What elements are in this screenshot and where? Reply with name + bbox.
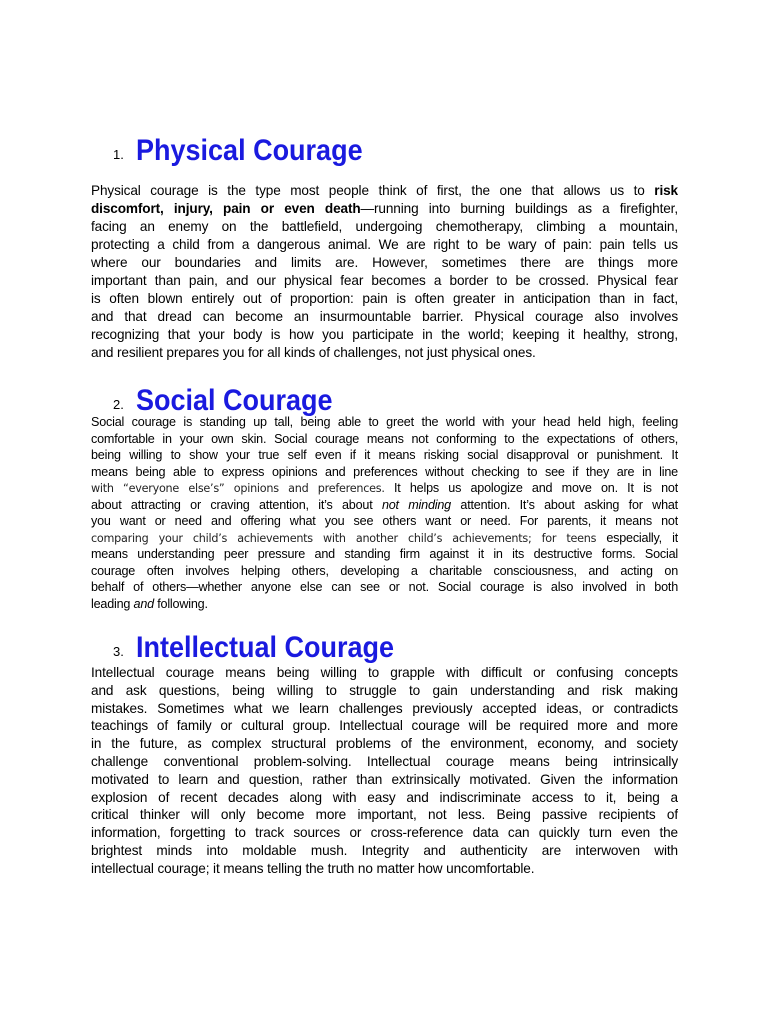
section-title: Intellectual Courage (136, 631, 395, 664)
text-line: discomfort, injury, pain or even death—running into burning buildings as a firefighter, (91, 201, 678, 216)
text-line: courage often involves helping others, developing a charitable consciousness, and acting on (91, 563, 678, 578)
text-line: you want or need and offering what you see others want or need. For parents, it means not (91, 514, 678, 528)
text-line: being willing to show your true self even if it means risking social disapproval or punishment. It (91, 448, 678, 462)
physical-courage-paragraph (91, 182, 678, 362)
text-line: means being able to express opinions and preferences without checking to see if they are in line (91, 464, 678, 479)
section-title: Social Courage (136, 384, 333, 417)
text-line: motivated to learn and question, rather than extrinsically motivated. Given the information (91, 771, 678, 787)
text-line: is often blown entirely out of proportion: pain is often greater in anticipation than in fact, (91, 291, 678, 306)
text-line: brightest minds into moldable mush. Integrity and authenticity are interwoven with (91, 842, 678, 858)
text-line: explosion of recent decades along with easy and indiscriminate access to it, being a (91, 789, 678, 805)
text-line: about attracting or craving attention, it’s about not minding attention. It’s about asking for what (91, 497, 678, 512)
text-line: comparing your child’s achievements with another child’s achievements; for teens especially, it (91, 530, 678, 545)
text-line: Intellectual courage means being willing to grapple with difficult or confusing concepts (91, 665, 678, 680)
text-line: teachings of family or cultural group. Intellectual courage will be required more and more (91, 718, 678, 734)
text-line: and that dread can become an insurmountable barrier. Physical courage also involves (91, 309, 678, 324)
text-line: where our boundaries and limits are. However, sometimes there are things more (91, 255, 678, 270)
intellectual-courage-paragraph (91, 664, 678, 878)
text-line: mistakes. Sometimes what we learn challenges previously accepted ideas, or contradicts (91, 700, 678, 716)
text-line: critical thinker will only become more important, not less. Being passive recipients of (91, 807, 678, 823)
section-title: Physical Courage (136, 134, 363, 167)
text-line: and resilient prepares you for all kinds of challenges, not just physical ones. (91, 345, 536, 360)
text-line: facing an enemy on the battlefield, undergoing chemotherapy, climbing a mountain, (91, 219, 678, 234)
text-line: comfortable in your own skin. Social courage means not conforming to the expectations of others, (91, 431, 678, 446)
section-number: 2. (113, 397, 124, 412)
section-number: 1. (113, 147, 124, 162)
text-line: leading and following. (91, 596, 208, 611)
text-line: in the future, as complex structural problems of the environment, economy, and society (91, 736, 678, 752)
text-line: behalf of others—whether anyone else can see or not. Social courage is also involved in both (91, 580, 678, 594)
text-line: recognizing that your body is how you participate in the world; keeping it healthy, strong, (91, 327, 678, 342)
text-line: and ask questions, being willing to struggle to gain understanding and risk making (91, 682, 678, 698)
text-line: Social courage is standing up tall, being able to greet the world with your head held high, feeling (91, 415, 678, 429)
text-line: Physical courage is the type most people think of first, the one that allows us to risk (91, 183, 678, 198)
social-courage-paragraph (91, 414, 678, 612)
text-line: protecting a child from a dangerous animal. We are right to be wary of pain: pain tells us (91, 237, 678, 252)
text-line: important than pain, and our physical fear becomes a border to be crossed. Physical fear (91, 273, 678, 288)
text-line: with “everyone else’s” opinions and preferences. It helps us apologize and move on. It is not (91, 481, 678, 495)
text-line: intellectual courage; it means telling the truth no matter how uncomfortable. (91, 860, 535, 876)
section-number: 3. (113, 644, 124, 659)
text-line: means understanding peer pressure and standing firm against it in its destructive forms. Social (91, 547, 678, 561)
text-line: challenge conventional problem-solving. Intellectual courage means being intrinsically (91, 753, 678, 769)
text-line: information, forgetting to track sources or cross-reference data can quickly turn even the (91, 825, 678, 841)
